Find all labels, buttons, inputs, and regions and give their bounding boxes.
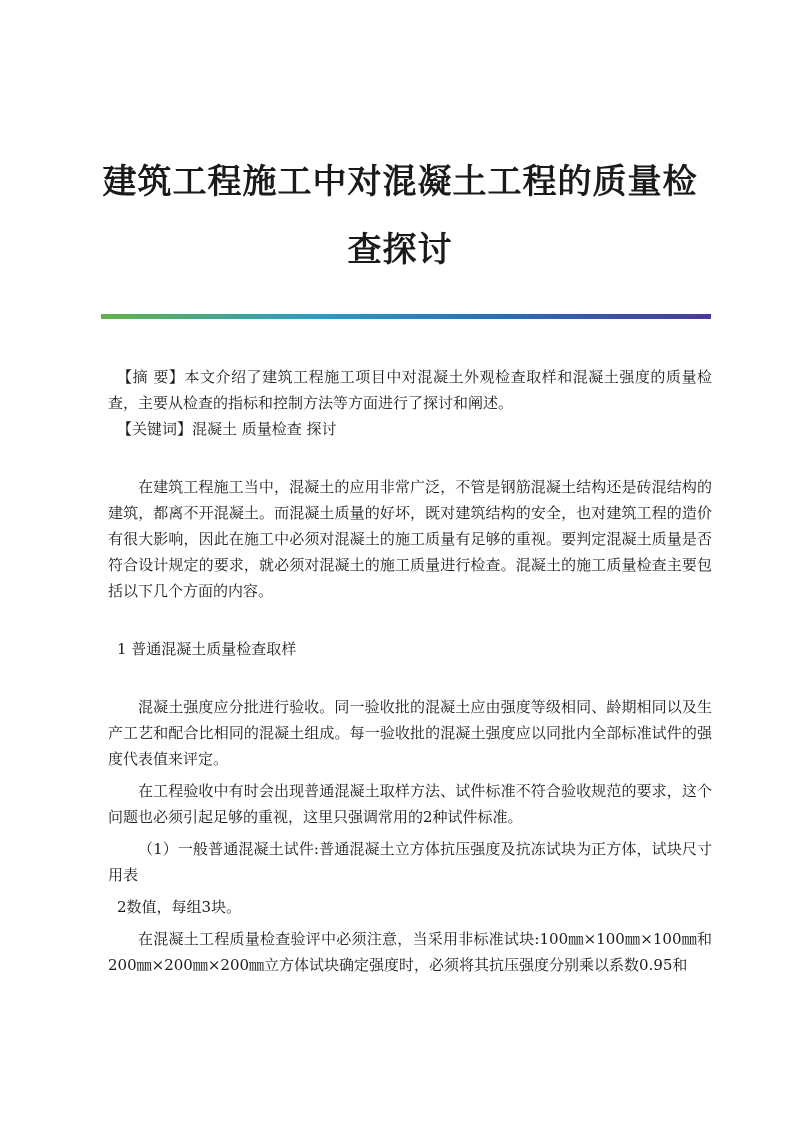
spacer	[108, 662, 712, 694]
body-paragraph: 混凝土强度应分批进行验收。同一验收批的混凝土应由强度等级相同、龄期相同以及生产工艺和配合比相同的混凝土组成。每一验收批的混凝土强度应以同批内全部标准试件的强度代表值来评定。	[108, 698, 712, 768]
body-paragraph: 在工程验收中有时会出现普通混凝土取样方法、试件标准不符合验收规范的要求，这个问题也必须引起足够的重视，这里只强调常用的2种试件标准。	[108, 782, 712, 826]
body-paragraph: （1）一般普通混凝土试件:普通混凝土立方体抗压强度及抗冻试块为正方体，试块尺寸用表	[108, 840, 712, 884]
spacer	[108, 604, 712, 636]
body-paragraph: 2数值，每组3块。	[117, 898, 242, 916]
document-body	[108, 364, 712, 978]
abstract: 【摘 要】本文介绍了建筑工程施工项目中对混凝土外观检查取样和混凝土强度的质量检查，主要从检查的指标和控制方法等方面进行了探讨和阐述。	[108, 368, 712, 412]
section-heading: 1 普通混凝土质量检查取样	[117, 640, 297, 658]
title-divider	[101, 314, 711, 319]
intro-paragraph: 在建筑工程施工当中，混凝土的应用非常广泛，不管是钢筋混凝土结构还是砖混结构的建筑，都离不开混凝土。而混凝土质量的好坏，既对建筑结构的安全，也对建筑工程的造价有很大影响，因此在施工中必须对混凝土的施工质量有足够的重视。要判定混凝土质量是否符合设计规定的要求，就必须对混凝土的施工质量进行检查。混凝土的施工质量检查主要包括以下几个方面的内容。	[108, 478, 712, 600]
keywords: 【关键词】混凝土 质量检查 探讨	[117, 420, 337, 438]
body-paragraph: 在混凝土工程质量检查验评中必须注意，当采用非标准试块:100㎜×100㎜×100㎜和200㎜×200㎜×200㎜立方体试块确定强度时，必须将其抗压强度分别乘以系数0.95和	[108, 930, 712, 974]
document-title: 建筑工程施工中对混凝土工程的质量检查探讨	[102, 162, 698, 270]
spacer	[108, 442, 712, 474]
